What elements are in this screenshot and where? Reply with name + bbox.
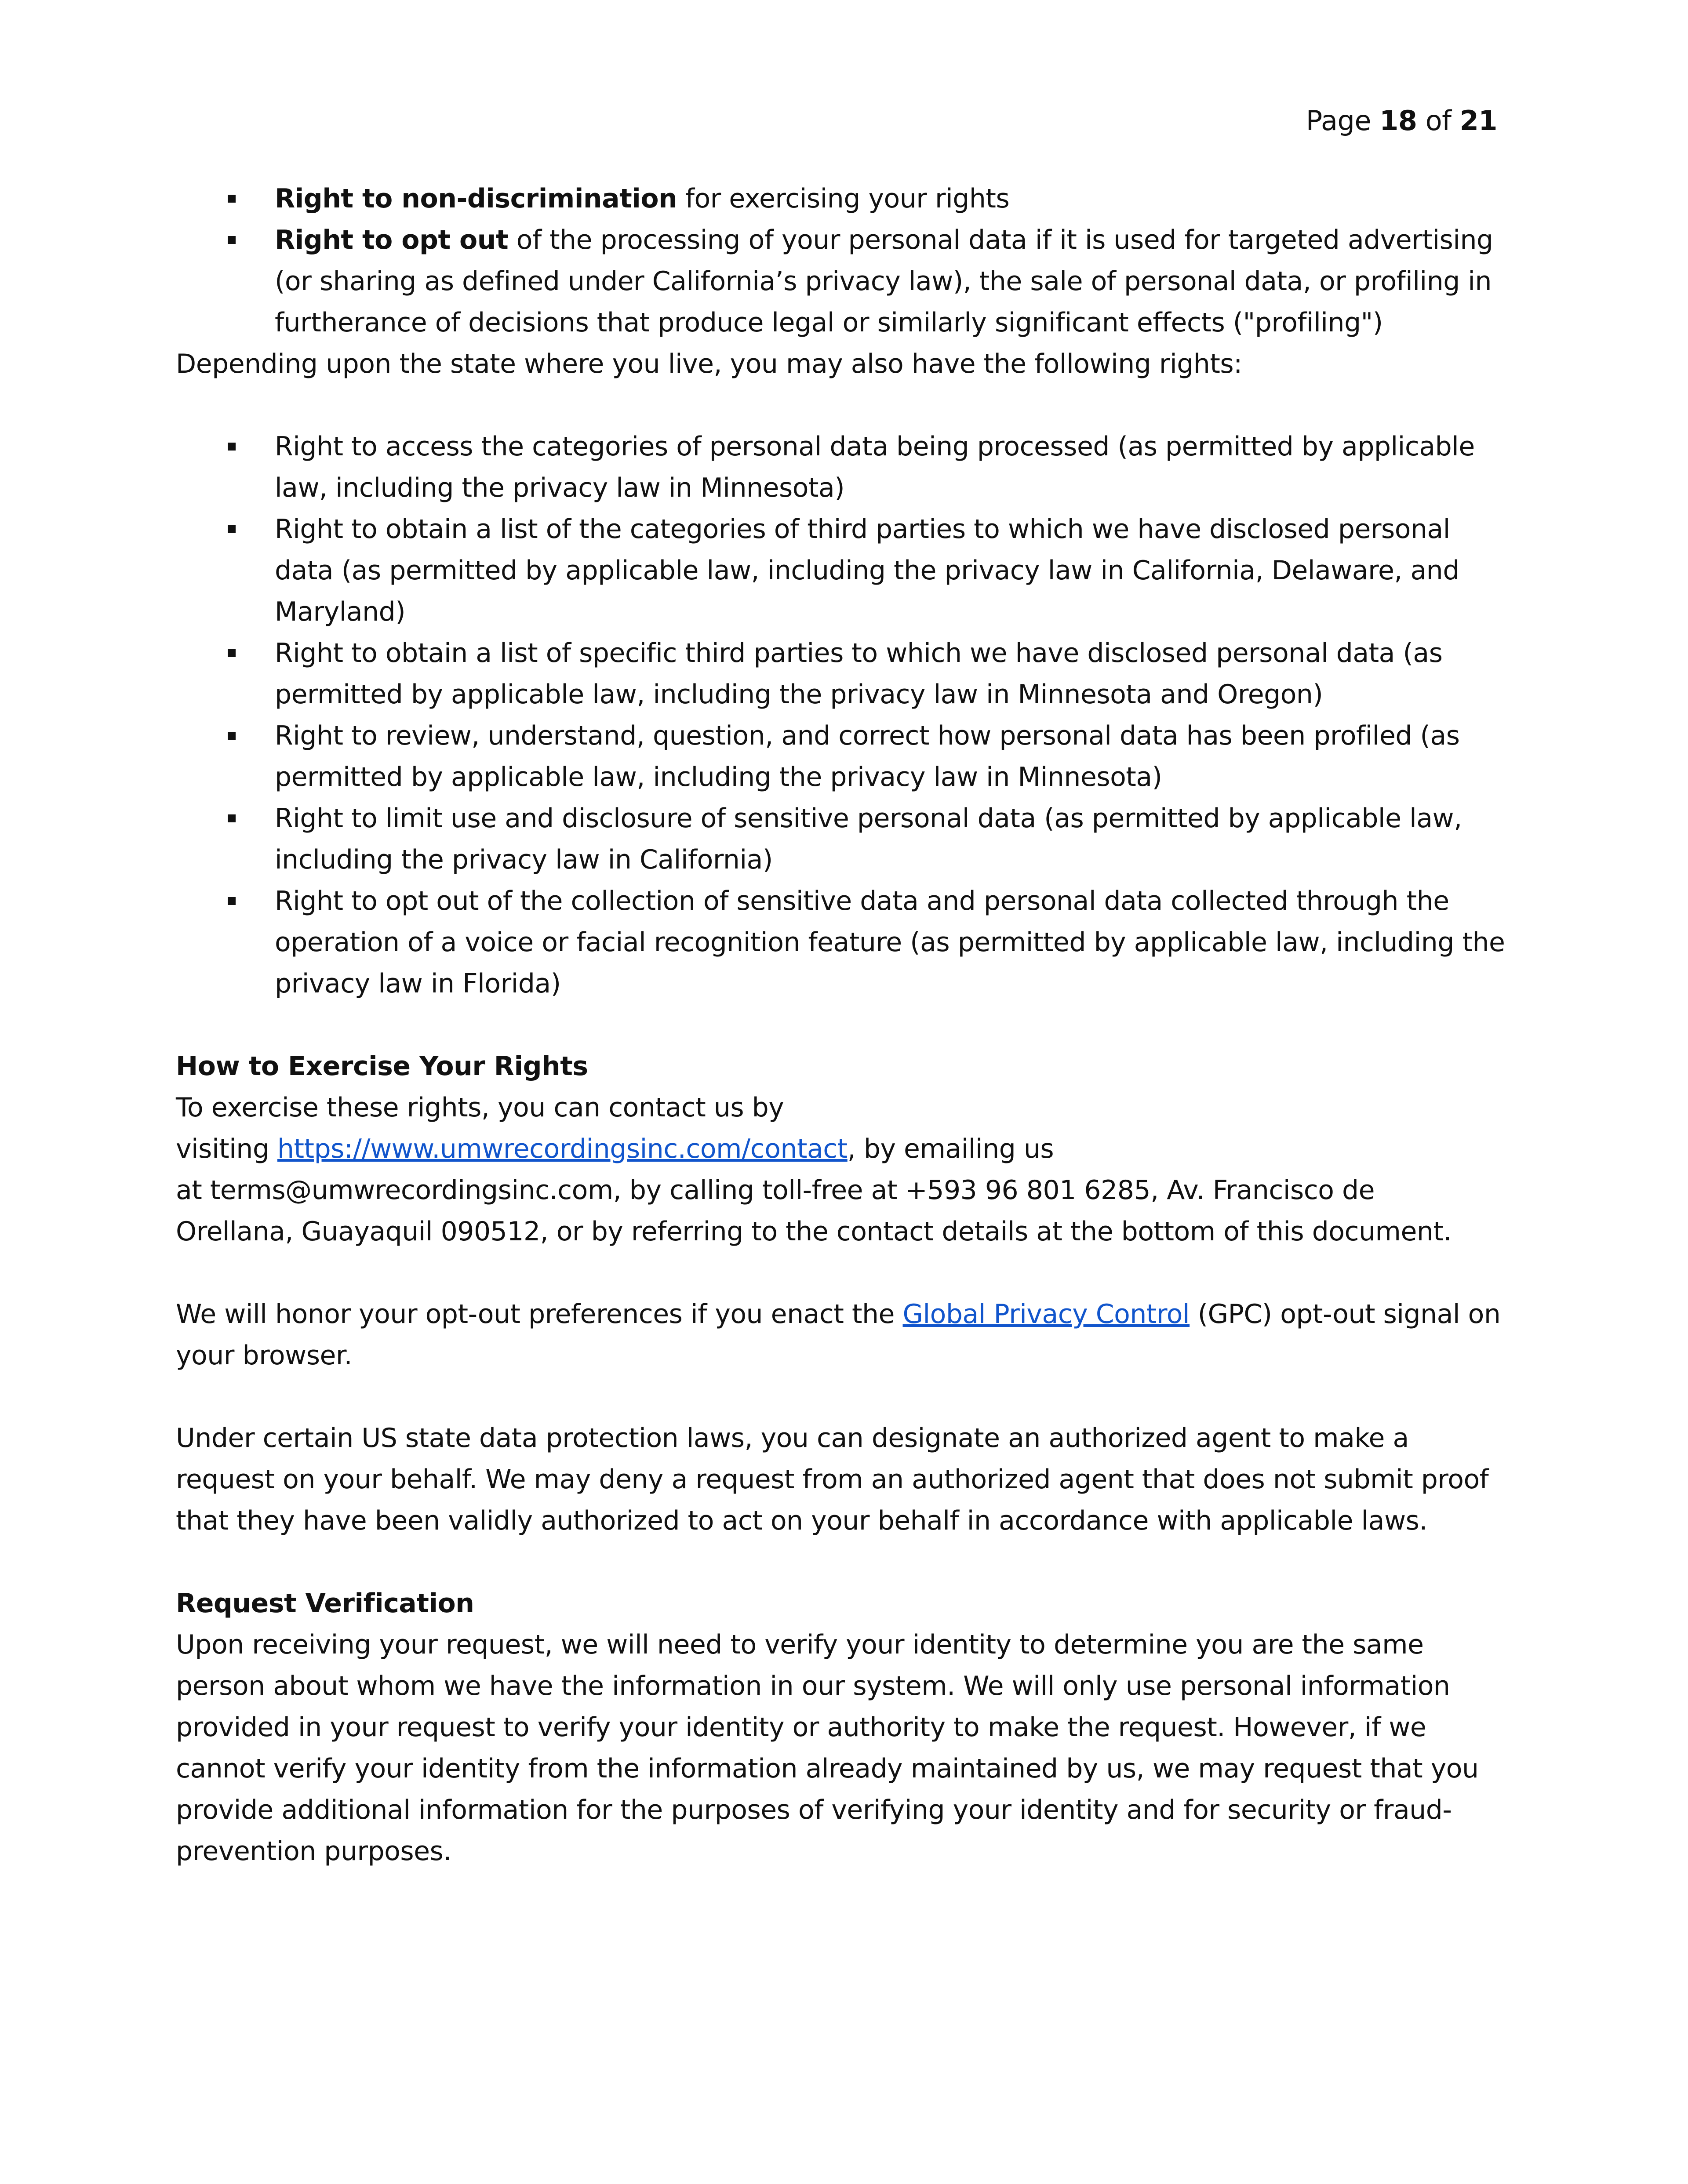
list-item (176, 798, 1512, 880)
list-item (176, 880, 1512, 1004)
rights-list-state (176, 426, 1512, 1004)
list-item (176, 509, 1512, 632)
page-label: Page (1306, 105, 1372, 137)
list-item-text: Right to access the categories of personal data being processed (as permitted by applicable law, including the privacy law in Minnesota) (275, 431, 1475, 503)
list-item (176, 632, 1512, 715)
right-description: for exercising your rights (677, 183, 1010, 214)
list-item (176, 715, 1512, 798)
square-bullet-icon (228, 195, 236, 203)
list-item-text: Right to obtain a list of specific third parties to which we have disclosed personal data (as permitted by applicable law, including the privacy law in Minnesota and Oregon) (275, 638, 1443, 710)
exercise-visiting: visiting (176, 1134, 277, 1164)
list-item-text: Right to obtain a list of the categories of third parties to which we have disclosed personal data (as permitted by applicable law, including the privacy law in California, Delaware, and Maryland) (275, 514, 1459, 627)
list-item (176, 426, 1512, 509)
square-bullet-icon (228, 236, 236, 244)
exercise-line-2 (176, 1128, 1512, 1170)
list-item-text: Right to opt out of the collection of sensitive data and personal data collected through the operation of a voice or facial recognition feature (as permitted by applicable law, including the privacy law in Florida) (275, 886, 1505, 999)
page-of: of (1425, 105, 1452, 137)
contact-page-link[interactable]: https://www.umwrecordingsinc.com/contact (277, 1134, 848, 1164)
right-description: of the processing of your personal data if it is used for targeted advertising (or sharing as defined under California’s privacy law), the sale of personal data, or profiling in furtherance of decisions that produce legal or similarly significant effects ("profiling") (275, 225, 1493, 338)
square-bullet-icon (228, 525, 236, 533)
right-title: Right to opt out (275, 225, 509, 255)
section-heading-exercise: How to Exercise Your Rights (176, 1051, 588, 1082)
global-privacy-control-link[interactable]: Global Privacy Control (902, 1299, 1190, 1330)
gpc-after: (GPC) opt-out signal on your browser. (176, 1299, 1501, 1371)
document-content (176, 178, 1512, 1872)
page-total: 21 (1459, 105, 1497, 137)
exercise-after-link: , by emailing us (847, 1134, 1054, 1164)
list-item-text: Right to limit use and disclosure of sensitive personal data (as permitted by applicable law, including the privacy law in California) (275, 803, 1462, 875)
exercise-line-1: To exercise these rights, you can contact us by (176, 1092, 784, 1123)
gpc-before: We will honor your opt-out preferences if you enact the (176, 1299, 903, 1330)
square-bullet-icon (228, 814, 236, 822)
square-bullet-icon (228, 443, 236, 451)
rights-list-primary (176, 178, 1512, 343)
gpc-paragraph (176, 1294, 1512, 1376)
page-current: 18 (1379, 105, 1417, 137)
list-item (176, 178, 1512, 219)
square-bullet-icon (228, 732, 236, 740)
square-bullet-icon (228, 649, 236, 657)
exercise-line-3: at terms@umwrecordingsinc.com, by calling toll-free at +593 96 801 6285, Av. Francisco de (176, 1175, 1375, 1206)
verification-paragraph: Upon receiving your request, we will need to verify your identity to determine you are the same person about whom we have the information in our system. We will only use personal information provided in your request to verify your identity or authority to make the request. However, if we cannot verify your identity from the information already maintained by us, we may request that you provide additional information for the purposes of verifying your identity and for security or fraud-prevention purposes. (176, 1629, 1479, 1867)
right-title: Right to non-discrimination (275, 183, 677, 214)
page-number (1306, 100, 1497, 142)
exercise-line-4: Orellana, Guayaquil 090512, or by referring to the contact details at the bottom of this document. (176, 1216, 1452, 1247)
state-rights-intro: Depending upon the state where you live, you may also have the following rights: (176, 349, 1242, 379)
square-bullet-icon (228, 897, 236, 905)
section-heading-verification: Request Verification (176, 1588, 474, 1619)
authorized-agent-paragraph: Under certain US state data protection laws, you can designate an authorized agent to make a request on your behalf. We may deny a request from an authorized agent that does not submit proof that they have been validly authorized to act on your behalf in accordance with applicable laws. (176, 1423, 1489, 1536)
list-item-text: Right to review, understand, question, and correct how personal data has been profiled (as permitted by applicable law, including the privacy law in Minnesota) (275, 720, 1460, 792)
list-item (176, 219, 1512, 343)
